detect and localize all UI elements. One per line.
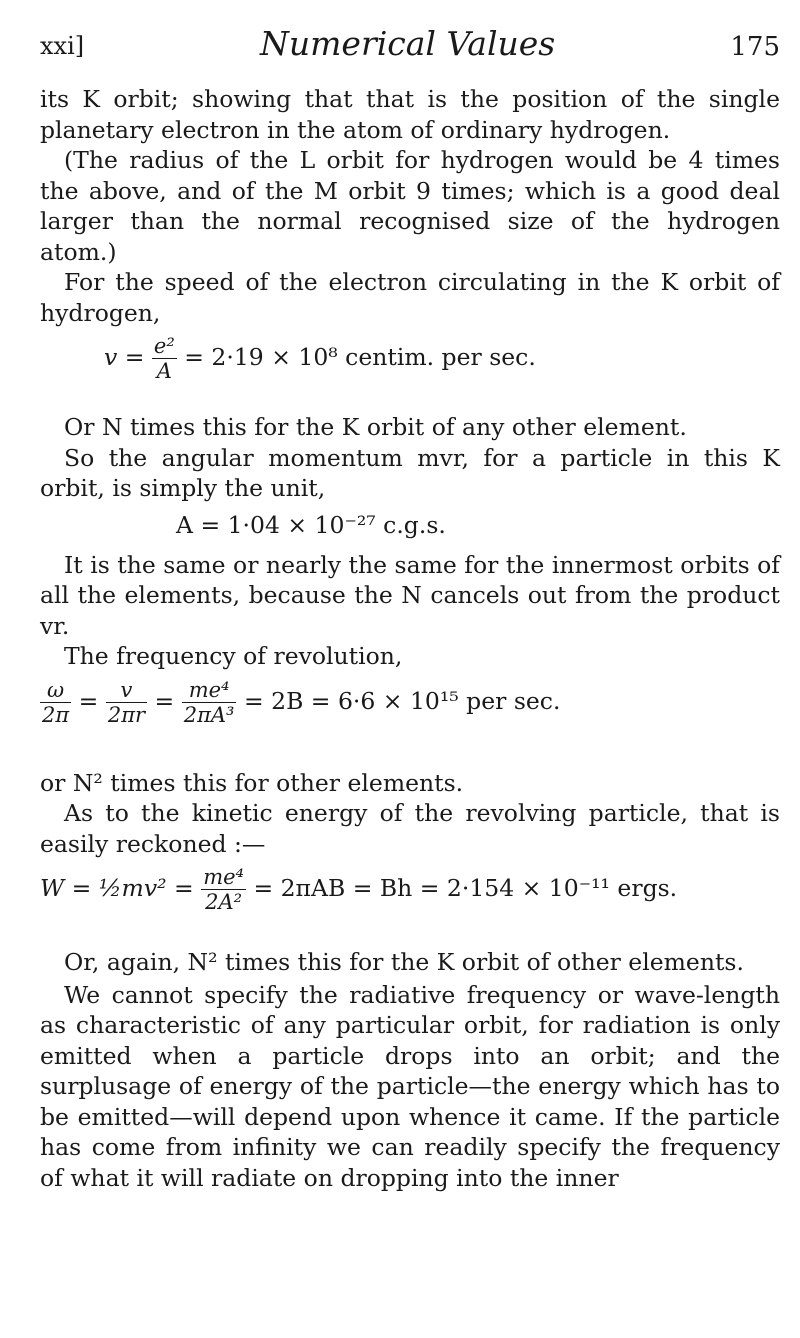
eq4-rhs: = 2πAB = Bh = 2·154 × 10⁻¹¹ ergs.: [253, 874, 678, 902]
paragraph-5: So the angular momentum mvr, for a particle in this K orbit, is simply the unit,: [40, 443, 780, 502]
running-title: Numerical Values: [260, 24, 556, 63]
eq4-numerator: me⁴: [203, 865, 244, 889]
eq3-f3-numerator: me⁴: [182, 678, 237, 703]
paragraph-4: Or N times this for the K orbit of any other element.: [64, 413, 687, 441]
eq3-f1-denominator: 2π: [42, 702, 70, 727]
equation-electron-speed: [40, 334, 780, 406]
paragraph-10: Or, again, N² times this for the K orbit of other elements.: [64, 948, 744, 976]
chapter-number: xxi]: [40, 32, 85, 60]
paragraph-1: its K orbit; showing that that is the position of the single planetary electron in the atom of ordinary hydrogen.: [40, 85, 780, 144]
paragraph-2: (The radius of the L orbit for hydrogen would be 4 times the above, and of the M orbit 9 times; which is a good deal larger than the normal recognised size of the hydrogen atom.): [40, 146, 780, 266]
eq3-rhs: = 2B = 6·6 × 10¹⁵ per sec.: [243, 686, 561, 715]
eq1-denominator: A: [156, 359, 172, 383]
page-number: 175: [730, 32, 780, 62]
eq1-fraction: [152, 334, 177, 383]
equation-frequency: [40, 678, 780, 762]
eq1-lhs: v =: [104, 343, 145, 371]
paragraph-6: It is the same or nearly the same for the innermost orbits of all the elements, because the N cancels out from the product vr.: [40, 550, 780, 640]
paragraph-11: We cannot specify the radiative frequency or wave-length as characteristic of any particular orbit, for radiation is only emitted when a particle drops into an orbit; and the surplusage of energy of the particle—the energy which has to be emitted—will depend upon whence it came. If the particle has come from infinity we can readily specify the frequency of what it will radiate on dropping into the inner: [40, 980, 780, 1192]
paragraph-3: For the speed of the electron circulating in the K orbit of hydrogen,: [40, 268, 780, 327]
eq3-f2-numerator: v: [106, 678, 147, 703]
eq4-lhs: W = ½mv² =: [40, 874, 194, 902]
equation-angular-momentum: A = 1·04 × 10⁻²⁷ c.g.s.: [176, 510, 446, 539]
eq3-fraction-omega: [40, 678, 71, 727]
paragraph-7: The frequency of revolution,: [64, 642, 403, 670]
eq1-numerator: e²: [153, 334, 175, 358]
paragraph-8: or N² times this for other elements.: [40, 768, 464, 797]
eq3-f2-denominator: 2πr: [107, 702, 146, 727]
eq1-rhs: = 2·19 × 10⁸ centim. per sec.: [184, 343, 536, 371]
page-body: [40, 84, 780, 1193]
eq3-f3-denominator: 2πA³: [183, 702, 235, 727]
equation-kinetic-energy: [40, 865, 780, 941]
eq3-fraction-v: [106, 678, 147, 727]
eq3-f1-numerator: ω: [40, 678, 71, 703]
eq3-fraction-me4: [182, 678, 237, 727]
eq3-equals-1: =: [78, 686, 99, 715]
eq3-equals-2: =: [154, 686, 175, 715]
running-header: [40, 24, 780, 70]
eq4-fraction: [201, 865, 246, 914]
paragraph-9: As to the kinetic energy of the revolving particle, that is easily reckoned :—: [40, 799, 780, 858]
eq4-denominator: 2A²: [205, 890, 243, 914]
